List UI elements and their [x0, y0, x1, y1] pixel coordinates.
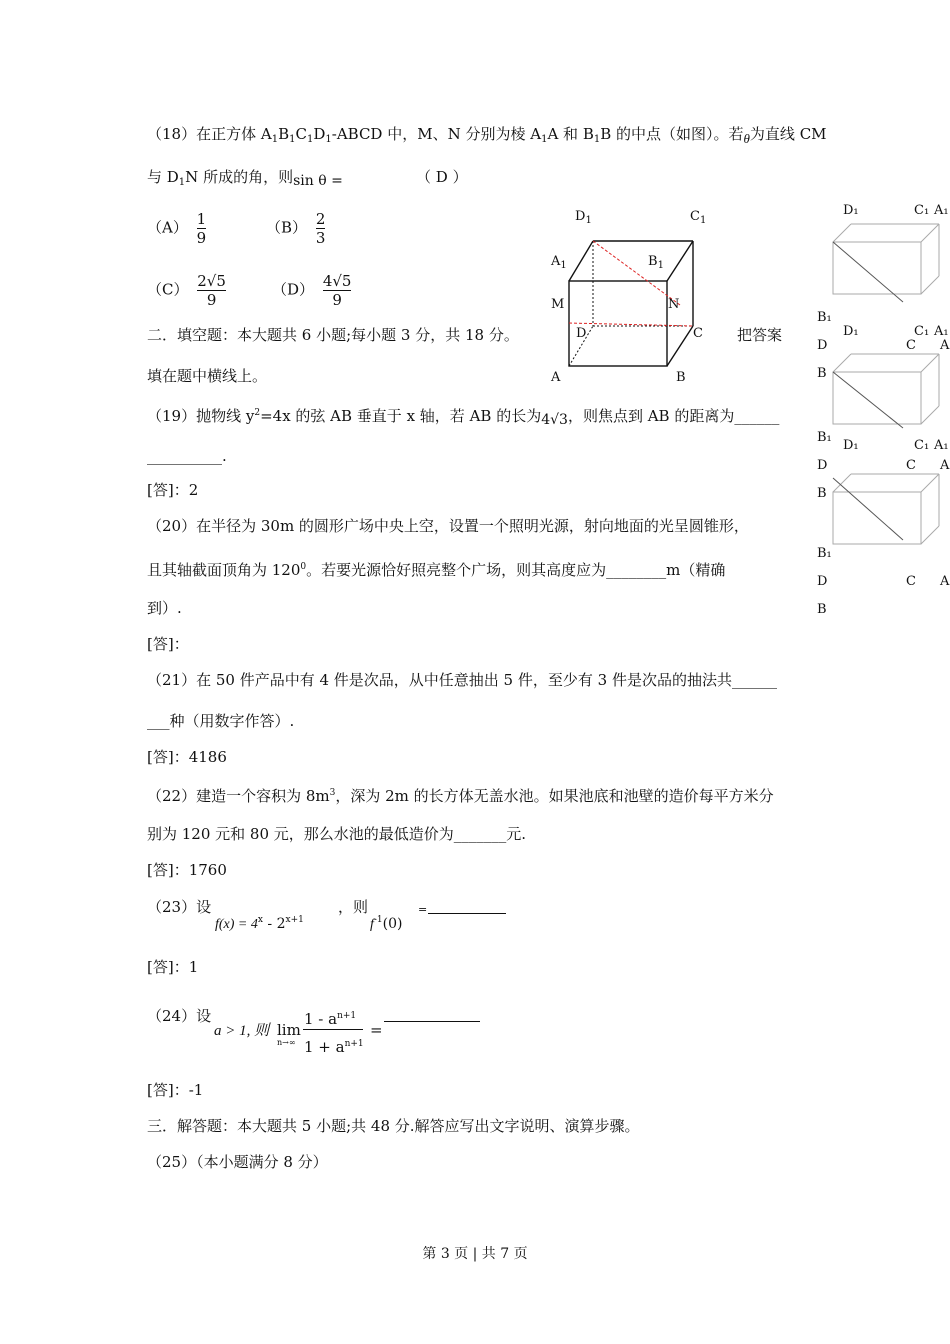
- section2-heading2: 填在题中横线上。: [147, 367, 268, 385]
- q23-formula: $f(x) = 4^x - 2^{x+1}$: [215, 915, 304, 932]
- q19-line2: __________.: [147, 447, 227, 465]
- q24-lim: lim: [277, 1021, 301, 1039]
- cube-label-m: M: [551, 297, 565, 312]
- cube-label-c: C: [693, 326, 703, 341]
- margin-label-c-2: C: [906, 458, 916, 473]
- margin-label-a-1: A: [940, 338, 950, 353]
- cube-label-a: A: [551, 370, 561, 385]
- q21-line1: （21）在 50 件产品中有 4 件是次品，从中任意抽出 5 件，至少有 3 件是次品的抽法共______: [147, 671, 777, 689]
- section2-heading-end: 把答案: [737, 326, 783, 344]
- q23-equals: =: [418, 903, 428, 916]
- q23-then: ，则: [338, 898, 369, 916]
- cube-label-b: B: [676, 370, 686, 385]
- q22-line1: （22）建造一个容积为 $8m^3$，深为 2m 的长方体无盖水池。如果池底和池壁的造价每平方米分: [147, 787, 774, 805]
- q21-answer: [答]：4186: [147, 748, 227, 766]
- page-footer: 第 3 页 | 共 7 页: [422, 1246, 528, 1262]
- q24-numerator: $1 - a^{n+1}$: [304, 1010, 357, 1028]
- margin-label-d-3: D: [817, 574, 828, 589]
- margin-label-b-3: B: [817, 602, 827, 617]
- q20-line2: 且其轴截面顶角为 $120^0$。若要光源恰好照亮整个广场，则其高度应为________m（精确: [147, 561, 726, 579]
- q24-prefix: （24）设: [147, 1007, 212, 1025]
- q19-line1: （19）抛物线 $y^2=4x$ 的弦 AB 垂直于 x 轴，若 AB 的长为4√3，则焦点到 AB 的距离为______: [147, 407, 780, 428]
- q22-line2: 别为 120 元和 80 元，那么水池的最低造价为_______元.: [147, 825, 527, 843]
- q18-option-d: （D） $\frac{4√5}{9}$: [272, 272, 352, 309]
- q18-line1: （18）在正方体 $A_1B_1C_1D_1$-ABCD 中，M、N 分别为棱 $A_1A$ 和 $B_1B$ 的中点（如图）。若θ为直线 CM: [147, 125, 827, 146]
- cube-label-a1: $A_1$: [551, 254, 567, 271]
- q24-denominator: $1 + a^{n+1}$: [304, 1038, 364, 1056]
- margin-label-b1-2: B₁: [817, 430, 832, 445]
- q19-answer: [答]：2: [147, 481, 199, 499]
- q24-equals: =: [370, 1021, 383, 1039]
- section3-heading: 三．解答题：本大题共 5 小题;共 48 分.解答应写出文字说明、演算步骤。: [147, 1117, 640, 1135]
- cube-label-c1: $C_1$: [690, 209, 707, 226]
- q20-answer: [答]：: [147, 635, 189, 653]
- cube-label-d: D: [576, 326, 587, 341]
- cube-label-n: N: [668, 297, 680, 312]
- margin-label-c1-3: C₁: [914, 438, 930, 453]
- margin-label-c-3: C: [906, 574, 916, 589]
- margin-label-b1-3: B₁: [817, 546, 832, 561]
- q23-prefix: （23）设: [147, 898, 212, 916]
- margin-label-a1-1: A₁: [934, 203, 949, 218]
- margin-label-d1-2: D₁: [843, 324, 859, 339]
- q23-inverse: $f^{-1}(0)$: [370, 915, 403, 932]
- margin-label-a1-2: A₁: [934, 324, 949, 339]
- margin-label-a-2: A: [940, 458, 950, 473]
- cube-label-b1: $B_1$: [648, 254, 664, 271]
- q18-line2: 与 $D_1N$ 所成的角，则sin θ =: [147, 168, 343, 189]
- cube-label-d1: $D_1$: [575, 209, 592, 226]
- margin-label-d-1: D: [817, 338, 828, 353]
- q18-option-b: （B） $\frac{2}{3}$: [266, 210, 326, 247]
- q24-answer: [答]：-1: [147, 1081, 204, 1099]
- q22-answer: [答]：1760: [147, 861, 227, 879]
- margin-label-c1-2: C₁: [914, 324, 930, 339]
- q20-line3: 到）.: [147, 599, 182, 617]
- q18-option-c: （C） $\frac{2√5}{9}$: [147, 272, 226, 309]
- margin-label-a-3: A: [940, 574, 950, 589]
- q23-answer: [答]：1: [147, 958, 199, 976]
- margin-label-d-2: D: [817, 458, 828, 473]
- q24-lim-sub: n→∞: [277, 1038, 296, 1047]
- q24-condition: a > 1, 则: [214, 1023, 270, 1039]
- q20-line1: （20）在半径为 30m 的圆形广场中央上空，设置一个照明光源，射向地面的光呈圆锥形，: [147, 517, 749, 535]
- margin-label-b1-1: B₁: [817, 310, 832, 325]
- margin-label-a1-3: A₁: [934, 438, 949, 453]
- q25-title: （25）（本小题满分 8 分）: [147, 1153, 328, 1171]
- q18-answer: （ D ）: [416, 168, 468, 186]
- margin-label-b-1: B: [817, 366, 827, 381]
- q21-line2: ___种（用数字作答）.: [147, 712, 295, 730]
- section2-heading: 二．填空题：本大题共 6 小题;每小题 3 分，共 18 分。: [147, 326, 519, 344]
- margin-label-c1-1: C₁: [914, 203, 930, 218]
- q18-option-a: （A） $\frac{1}{9}$: [147, 210, 207, 247]
- margin-label-c-1: C: [906, 338, 916, 353]
- margin-label-d1-3: D₁: [843, 438, 859, 453]
- margin-label-d1-1: D₁: [843, 203, 859, 218]
- margin-label-b-2: B: [817, 486, 827, 501]
